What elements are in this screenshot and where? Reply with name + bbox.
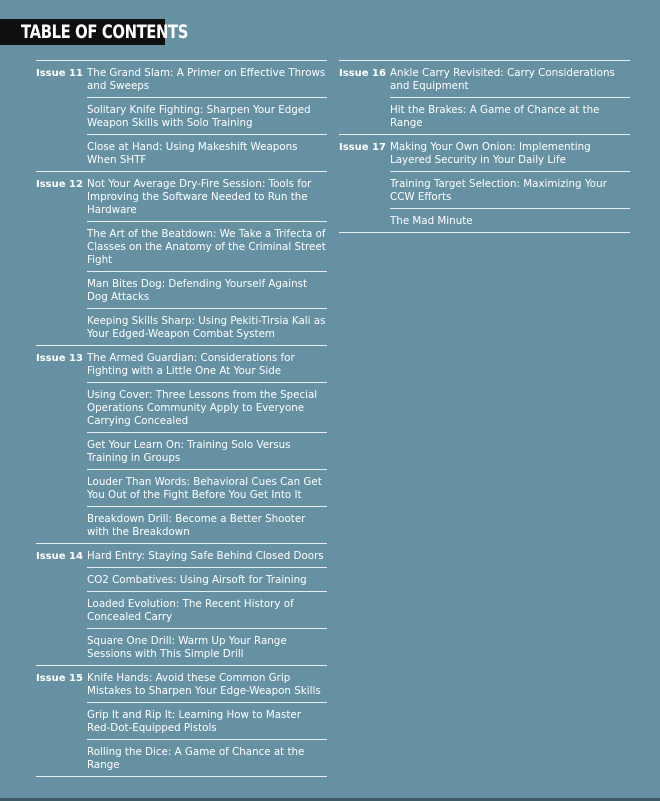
issue-group [36,171,327,345]
title-banner [0,19,189,45]
article-entry[interactable]: Grip It and Rip It: Learning How to Master Red-Dot-Equipped Pistols [87,703,327,740]
article-entry[interactable]: Close at Hand: Using Makeshift Weapons When SHTF [87,141,298,166]
article-entry[interactable]: Ankle Carry Revisited: Carry Considerations and Equipment [390,61,630,98]
article-entry[interactable]: Man Bites Dog: Defending Yourself Against Dog Attacks [87,272,327,309]
article-entry[interactable]: The Grand Slam: A Primer on Effective Throws and Sweeps [87,61,327,98]
article-entry[interactable]: The Art of the Beatdown: We Take a Trifecta of Classes on the Anatomy of the Criminal Street Fight [87,222,327,272]
issue-label: Issue 12 [36,179,83,190]
article-list [87,61,327,171]
article-entry[interactable]: Using Cover: Three Lessons from the Special Operations Community Apply to Everyone Carrying Concealed [87,383,327,433]
article-list [87,666,327,776]
right-column [339,60,630,233]
article-entry[interactable]: Training Target Selection: Maximizing Your CCW Efforts [390,172,630,209]
page-title: TABLE OF CONTENTS [21,21,189,43]
article-entry[interactable]: Making Your Own Onion: Implementing Layered Security in Your Daily Life [390,135,630,172]
article-entry[interactable]: Knife Hands: Avoid these Common Grip Mistakes to Sharpen Your Edge-Weapon Skills [87,666,327,703]
article-entry[interactable]: CO2 Combatives: Using Airsoft for Training [87,568,327,592]
issue-group [339,60,630,134]
article-list [87,172,327,345]
article-entry[interactable]: The Mad Minute [390,215,473,227]
article-entry[interactable]: Solitary Knife Fighting: Sharpen Your Edged Weapon Skills with Solo Training [87,98,327,135]
column-end-rule [339,232,630,233]
issue-group [36,665,327,776]
issue-label: Issue 16 [339,68,386,79]
article-entry[interactable]: Rolling the Dice: A Game of Chance at the Range [87,746,305,771]
article-entry[interactable]: Loaded Evolution: The Recent History of Concealed Carry [87,592,327,629]
article-list [390,135,630,232]
left-column [36,60,327,777]
issue-group [36,543,327,665]
issue-label: Issue 13 [36,353,83,364]
article-entry[interactable]: Hard Entry: Staying Safe Behind Closed Doors [87,544,327,568]
issue-label: Issue 14 [36,551,83,562]
article-entry[interactable]: Breakdown Drill: Become a Better Shooter with the Breakdown [87,513,306,538]
article-entry[interactable]: Square One Drill: Warm Up Your Range Sessions with This Simple Drill [87,635,287,660]
article-entry[interactable]: Louder Than Words: Behavioral Cues Can Get You Out of the Fight Before You Get Into It [87,470,327,507]
article-list [390,61,630,134]
article-entry[interactable]: Get Your Learn On: Training Solo Versus Training in Groups [87,433,327,470]
issue-group [339,134,630,232]
issue-label: Issue 11 [36,68,83,79]
issue-group [36,345,327,543]
issue-label: Issue 17 [339,142,386,153]
article-entry[interactable]: Hit the Brakes: A Game of Chance at the Range [390,104,600,129]
issue-label: Issue 15 [36,673,83,684]
issue-group [36,60,327,171]
article-list [87,346,327,543]
article-entry[interactable]: The Armed Guardian: Considerations for Fighting with a Little One At Your Side [87,346,327,383]
article-list [87,544,327,665]
article-entry[interactable]: Not Your Average Dry-Fire Session: Tools for Improving the Software Needed to Run the Hardware [87,172,327,222]
column-end-rule [36,776,327,777]
article-entry[interactable]: Keeping Skills Sharp: Using Pekiti-Tirsia Kali as Your Edged-Weapon Combat System [87,315,326,340]
